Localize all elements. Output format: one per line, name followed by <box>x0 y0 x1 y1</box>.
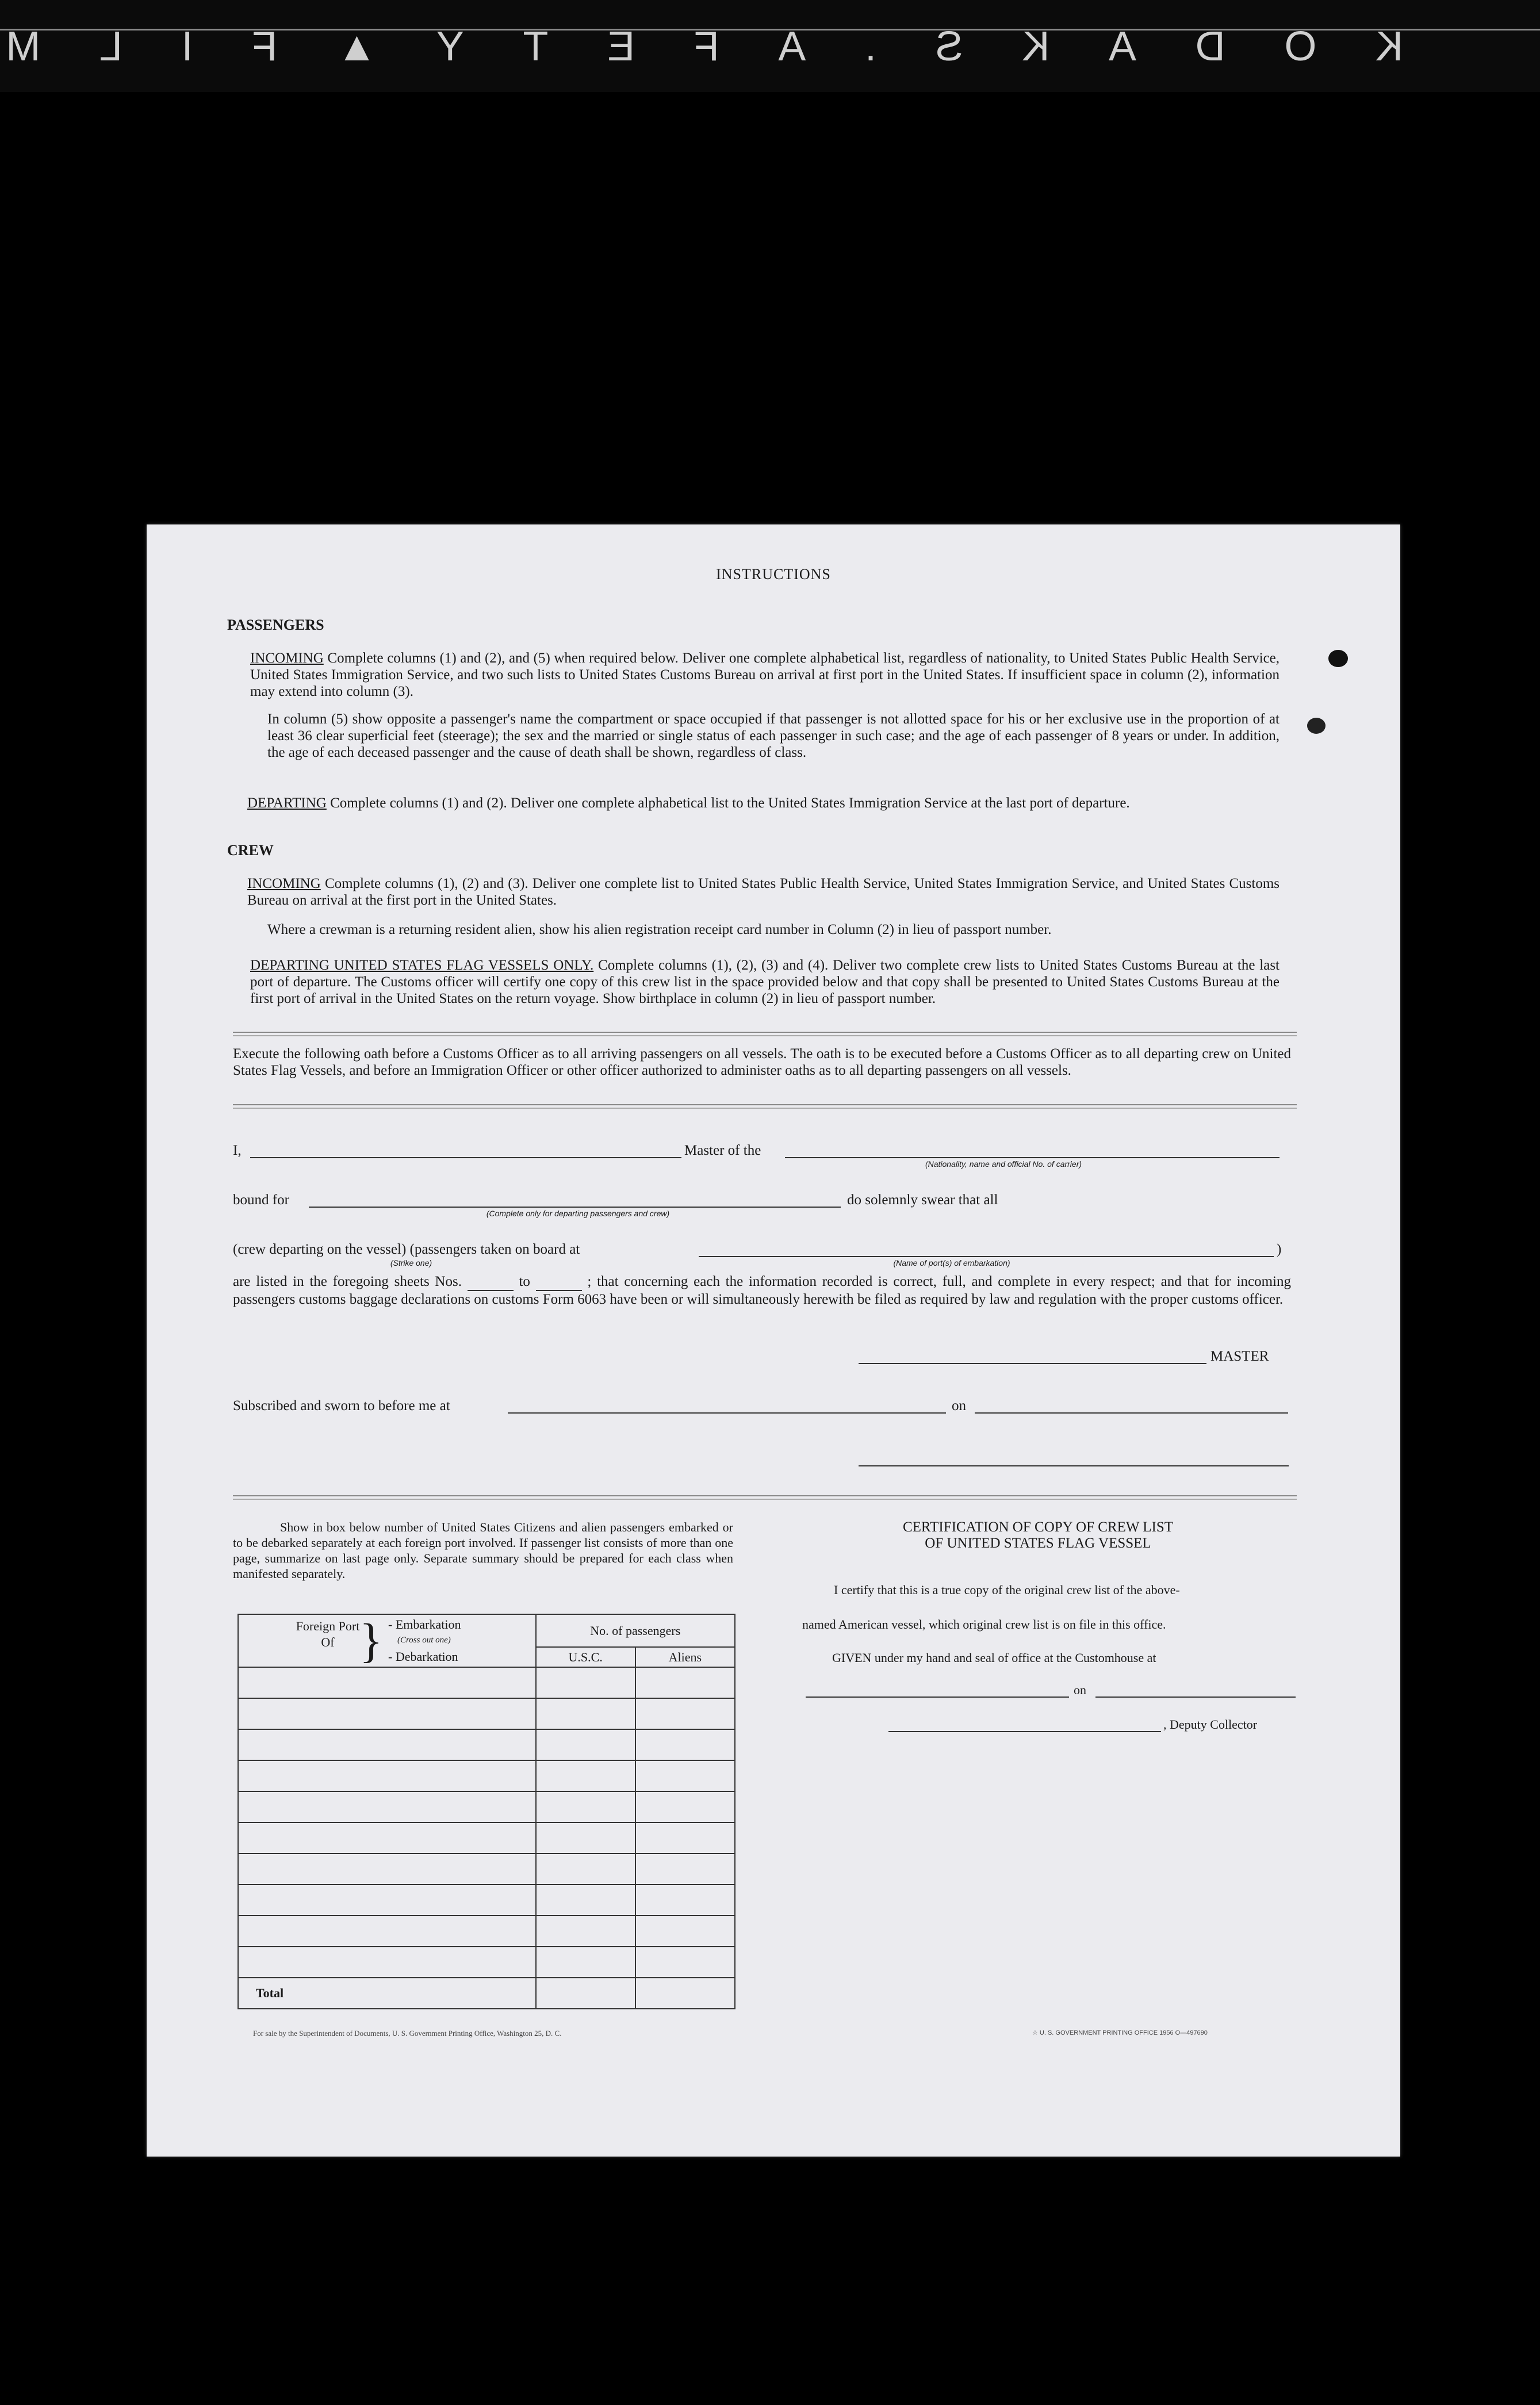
port-line[interactable] <box>699 1256 1274 1257</box>
film-edge-letter: ▲ <box>330 24 378 70</box>
oath-bound-for: bound for <box>233 1192 289 1208</box>
film-edge-letter: Y <box>430 24 464 70</box>
oath-i: I, <box>233 1143 242 1158</box>
certification-line-2: named American vessel, which original crew list is on file in this office. <box>802 1617 1166 1632</box>
film-edge-letter: L <box>93 24 122 70</box>
aliens-cell[interactable] <box>635 1947 735 1978</box>
port-caption: (Name of port(s) of embarkation) <box>893 1258 1010 1267</box>
passengers-incoming <box>250 650 1279 700</box>
oath-subscribed: Subscribed and sworn to before me at <box>233 1398 450 1414</box>
certification-line-1: I certify that this is a true copy of the original crew list of the above- <box>834 1583 1180 1597</box>
port-cell[interactable] <box>238 1667 536 1698</box>
footer-right: ☆ U. S. GOVERNMENT PRINTING OFFICE 1956 O—497690 <box>1032 2029 1208 2036</box>
aliens-cell[interactable] <box>635 1885 735 1916</box>
port-cell[interactable] <box>238 1760 536 1791</box>
film-edge-letter: D <box>1189 24 1225 70</box>
usc-cell[interactable] <box>536 1667 635 1698</box>
table-row[interactable] <box>238 1822 735 1853</box>
certification-title-1: CERTIFICATION OF COPY OF CREW LIST <box>902 1519 1174 1535</box>
usc-cell[interactable] <box>536 1853 635 1885</box>
aliens-cell[interactable] <box>635 1822 735 1853</box>
aliens-cell[interactable] <box>635 1791 735 1822</box>
usc-cell[interactable] <box>536 1916 635 1947</box>
passengers-departing-label: DEPARTING <box>247 795 327 811</box>
passengers-column5-text: In column (5) show opposite a passenger's name the compartment or space occupied if that passenger is not allotted space for his or her exclusive use in the proportion of at least 36 clear superficial feet (steerage); the sex and the married or single status of each passenger in such case; and the age of each passenger of 8 years or under. In addition, the age of each deceased passenger and the cause of death shall be shown, regardless of class. <box>267 711 1279 760</box>
passenger-summary-table <box>237 1614 735 2009</box>
total-row[interactable] <box>238 1978 735 2009</box>
crew-incoming-text: Complete columns (1), (2) and (3). Deliver one complete list to United States Public Health Service, United States Immigration Service, and United States Customs Bureau on arrival at the first port in the United States. <box>247 876 1279 908</box>
film-edge-letter: . <box>859 24 877 70</box>
oath-listed-a: are listed in the foregoing sheets Nos. <box>233 1274 462 1289</box>
usc-cell[interactable] <box>536 1729 635 1760</box>
table-row[interactable] <box>238 1853 735 1885</box>
total-label: Total <box>238 1978 536 2009</box>
film-edge-letter: K <box>1016 24 1050 70</box>
aliens-cell[interactable] <box>635 1853 735 1885</box>
film-edge-letter: A <box>1103 24 1137 70</box>
ink-spot-mark <box>1307 718 1326 734</box>
usc-cell[interactable] <box>536 1885 635 1916</box>
usc-total-cell[interactable] <box>536 1978 635 2009</box>
master-name-line[interactable] <box>250 1157 681 1158</box>
crew-heading: CREW <box>227 842 274 859</box>
table-row[interactable] <box>238 1729 735 1760</box>
aliens-cell[interactable] <box>635 1916 735 1947</box>
passengers-departing <box>247 795 1279 811</box>
aliens-cell[interactable] <box>635 1698 735 1729</box>
table-row[interactable] <box>238 1947 735 1978</box>
film-edge-letter: I <box>175 24 193 70</box>
strike-caption: (Strike one) <box>390 1258 432 1267</box>
film-edge-letter: E <box>602 24 635 70</box>
aliens-cell[interactable] <box>635 1667 735 1698</box>
film-edge-letter: K <box>1369 24 1403 70</box>
film-edge-text <box>0 23 1415 70</box>
deputy-signature-line[interactable] <box>888 1731 1161 1732</box>
certification-on: on <box>1074 1683 1086 1697</box>
table-row[interactable] <box>238 1760 735 1791</box>
summary-intro: Show in box below number of United States Citizens and alien passengers embarked or to be debarked separately at each foreign port involved. If passenger list consists of more than one page, summarize on last page only. Separate summary should be prepared for each class when manifested separately. <box>233 1520 733 1581</box>
passengers-heading: PASSENGERS <box>227 616 324 633</box>
customhouse-line[interactable] <box>806 1696 1069 1698</box>
page-title: INSTRUCTIONS <box>716 566 831 583</box>
port-cell[interactable] <box>238 1947 536 1978</box>
oath-master-of: Master of the <box>684 1143 761 1158</box>
oath-close-paren: ) <box>1277 1242 1282 1257</box>
port-cell[interactable] <box>238 1822 536 1853</box>
aliens-total-cell[interactable] <box>635 1978 735 2009</box>
film-edge-letter: F <box>688 24 719 70</box>
table-row[interactable] <box>238 1667 735 1698</box>
oath-swear: do solemnly swear that all <box>847 1192 998 1208</box>
port-cell[interactable] <box>238 1916 536 1947</box>
carrier-caption: (Nationality, name and official No. of carrier) <box>925 1159 1082 1169</box>
film-edge-letter: S <box>929 24 963 70</box>
oath-to: to <box>519 1274 530 1289</box>
debarkation-label: - Debarkation <box>388 1649 458 1664</box>
usc-cell[interactable] <box>536 1822 635 1853</box>
aliens-header: Aliens <box>635 1647 735 1667</box>
subscribed-date-line[interactable] <box>975 1412 1288 1414</box>
certification-title-2: OF UNITED STATES FLAG VESSEL <box>925 1535 1151 1551</box>
embarkation-label: - Embarkation <box>388 1617 461 1632</box>
usc-header: U.S.C. <box>536 1647 635 1667</box>
port-cell[interactable] <box>238 1698 536 1729</box>
oath-master: MASTER <box>1210 1349 1269 1364</box>
foreign-port-label: Foreign Port Of <box>296 1619 360 1649</box>
passengers-incoming-text: Complete columns (1) and (2), and (5) when required below. Deliver one complete alphabetical list, regardless of nationality, to United States Public Health Service, United States Immigration Service, and two such lists to United States Customs Bureau on arrival at first port in the United States. If insufficient space in column (2), information may extend into column (3). <box>250 650 1280 699</box>
ink-spot-mark <box>1328 650 1348 667</box>
port-cell[interactable] <box>238 1729 536 1760</box>
oath-on: on <box>952 1398 966 1414</box>
sheet-from-blank[interactable] <box>468 1273 514 1291</box>
document-page <box>147 524 1400 2157</box>
port-cell[interactable] <box>238 1791 536 1822</box>
port-cell[interactable] <box>238 1885 536 1916</box>
footer-left: For sale by the Superintendent of Documents, U. S. Government Printing Office, Washington 25, D. C. <box>253 2029 562 2038</box>
oath-listed <box>233 1273 1291 1308</box>
foreign-port-header <box>238 1614 536 1667</box>
sheet-to-blank[interactable] <box>536 1273 582 1291</box>
film-edge-letter: O <box>1278 24 1317 70</box>
usc-cell[interactable] <box>536 1760 635 1791</box>
table-row[interactable] <box>238 1885 735 1916</box>
master-signature-line[interactable] <box>859 1363 1206 1364</box>
usc-cell[interactable] <box>536 1698 635 1729</box>
divider <box>233 1104 1297 1109</box>
aliens-cell[interactable] <box>635 1760 735 1791</box>
oath-crew-departing: (crew departing on the vessel) (passengers taken on board at <box>233 1242 580 1257</box>
certification-line-3: GIVEN under my hand and seal of office at the Customhouse at <box>832 1650 1156 1665</box>
usc-cell[interactable] <box>536 1791 635 1822</box>
oath-intro: Execute the following oath before a Customs Officer as to all arriving passengers on all vessels. The oath is to be executed before a Customs Officer as to all departing crew on United States Flag Vessels, and before an Immigration Officer or other officer authorized to administer oaths as to all departing passengers on all vessels. <box>233 1046 1291 1078</box>
cross-out-label: (Cross out one) <box>397 1636 451 1645</box>
table-header-row <box>238 1614 735 1647</box>
subscribed-place-line[interactable] <box>508 1412 946 1414</box>
certification-deputy: , Deputy Collector <box>1163 1717 1258 1732</box>
film-edge-letter: T <box>517 24 549 70</box>
certification-title <box>808 1519 1268 1552</box>
oath-listed-b: ; that concerning each the information recorded is correct, full, and complete in every respect; and that for incoming passengers customs baggage declarations on customs Form 6063 have been or will simultaneously herewith be filed as required by law and regulation with the proper customs officer. <box>233 1274 1291 1307</box>
crew-departing-label: DEPARTING UNITED STATES FLAG VESSELS ONLY. <box>250 958 594 973</box>
passengers-departing-text: Complete columns (1) and (2). Deliver one complete alphabetical list to the United States Immigration Service at the last port of departure. <box>330 795 1130 811</box>
certification-date-line[interactable] <box>1095 1696 1296 1698</box>
usc-cell[interactable] <box>536 1947 635 1978</box>
crew-departing-text: Complete columns (1), (2), (3) and (4). Deliver two complete crew lists to United States Customs Bureau at the last port of departure. The Customs officer will certify one copy of this crew list in the space provided below and that copy shall be presented to United States Customs Bureau at the first port of arrival in the United States on the return voyage. Show birthplace in column (2) in lieu of passport number. <box>250 958 1279 1006</box>
crew-departing <box>250 957 1279 1007</box>
divider <box>233 1495 1297 1500</box>
table-row[interactable] <box>238 1791 735 1822</box>
carrier-line[interactable] <box>785 1157 1279 1158</box>
officer-signature-line[interactable] <box>859 1465 1289 1466</box>
crew-incoming-label: INCOMING <box>247 876 321 891</box>
passengers-incoming-label: INCOMING <box>250 650 324 666</box>
film-edge-letter: M <box>0 24 41 70</box>
table-row[interactable] <box>238 1916 735 1947</box>
aliens-cell[interactable] <box>635 1729 735 1760</box>
film-edge-band <box>0 0 1540 92</box>
divider <box>233 1032 1297 1036</box>
film-edge-letter: F <box>246 24 278 70</box>
bound-for-line[interactable] <box>309 1207 841 1208</box>
table-row[interactable] <box>238 1698 735 1729</box>
crew-alien-text: Where a crewman is a returning resident alien, show his alien registration receipt card number in Column (2) in lieu of passport number. <box>267 922 1052 937</box>
port-cell[interactable] <box>238 1853 536 1885</box>
crew-incoming <box>247 875 1279 909</box>
film-edge-letter: A <box>772 24 806 70</box>
bound-caption: (Complete only for departing passengers and crew) <box>486 1209 670 1218</box>
brace-glyph: } <box>359 1614 383 1668</box>
no-passengers-header: No. of passengers <box>536 1614 735 1647</box>
